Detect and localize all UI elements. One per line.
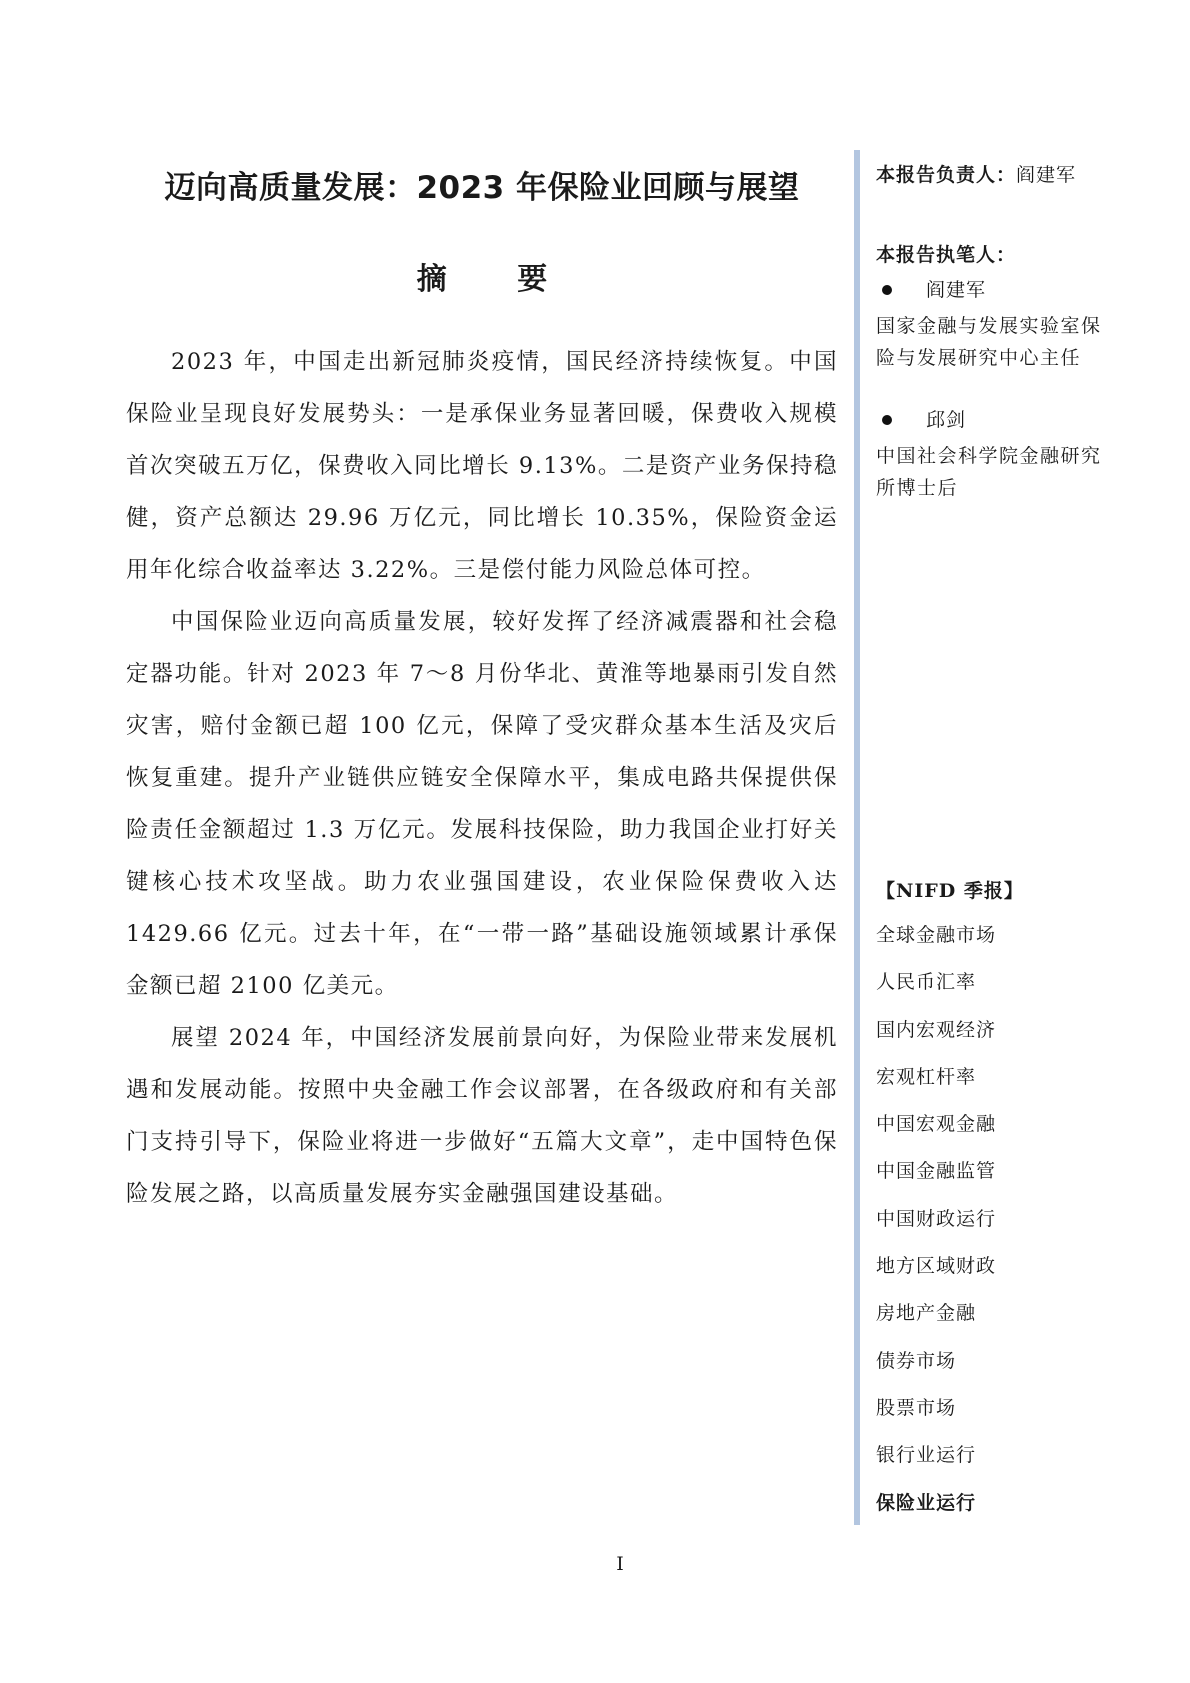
abstract-paragraph-1: 2023 年，中国走出新冠肺炎疫情，国民经济持续恢复。中国保险业呈现良好发展势头：一是承保业务显著回暖，保费收入规模首次突破五万亿，保费收入同比增长 9.13%。二是资产业务保持稳健，资产总额达 29.96 万亿元，同比增长 10.35%，保险资金运用年化综合收益率达 3.22%。三是偿付能力风险总体可控。 xyxy=(126,349,838,584)
sidebar-divider xyxy=(854,150,860,1525)
page-number: I xyxy=(616,1553,624,1575)
series-item[interactable]: 地方区域财政 xyxy=(876,1255,997,1278)
author-item xyxy=(876,405,966,435)
series-item[interactable]: 债券市场 xyxy=(876,1349,957,1372)
series-item[interactable]: 股票市场 xyxy=(876,1396,957,1419)
author-name: 邱剑 xyxy=(926,409,967,431)
series-item[interactable]: 保险业运行 xyxy=(876,1491,977,1514)
abstract-body xyxy=(126,336,838,1220)
responsible-name: 阎建军 xyxy=(1016,164,1077,186)
bullet-icon xyxy=(882,415,892,425)
author-name: 阎建军 xyxy=(926,279,987,301)
writers-label: 本报告执笔人： xyxy=(876,244,1017,266)
abstract-paragraph-2: 中国保险业迈向高质量发展，较好发挥了经济减震器和社会稳定器功能。针对 2023 年 7～8 月份华北、黄淮等地暴雨引发自然灾害，赔付金额已超 100 亿元，保障了受灾群众基本生活及灾后恢复重建。提升产业链供应链安全保障水平，集成电路共保提供保险责任金额超过 1.3 万亿元。发展科技保险，助力我国企业打好关键核心技术攻坚战。助力农业强国建设，农业保险保费收入达 1429.66 亿元。过去十年，在“一带一路”基础设施领域累计承保金额已超 2100 亿美元。 xyxy=(126,609,838,1000)
series-label: 【NIFD 季报】 xyxy=(876,880,1024,902)
abstract-paragraph-3: 展望 2024 年，中国经济发展前景向好，为保险业带来发展机遇和发展动能。按照中央金融工作会议部署，在各级政府和有关部门支持引导下，保险业将进一步做好“五篇大文章”，走中国特色保险发展之路，以高质量发展夯实金融强国建设基础。 xyxy=(126,1025,838,1208)
series-item[interactable]: 人民币汇率 xyxy=(876,971,977,994)
series-item[interactable]: 中国金融监管 xyxy=(876,1160,997,1183)
responsible-person xyxy=(876,160,1076,190)
series-item[interactable]: 全球金融市场 xyxy=(876,924,997,946)
main-column xyxy=(126,150,838,1220)
series-item[interactable]: 宏观杠杆率 xyxy=(876,1065,977,1088)
series-item[interactable]: 国内宏观经济 xyxy=(876,1018,997,1041)
series-item[interactable]: 中国宏观金融 xyxy=(876,1113,997,1136)
series-item[interactable]: 中国财政运行 xyxy=(876,1207,997,1230)
responsible-label: 本报告负责人： xyxy=(876,164,1017,186)
report-title: 迈向高质量发展：2023 年保险业回顾与展望 xyxy=(164,170,800,206)
author-item xyxy=(876,275,986,305)
series-item[interactable]: 银行业运行 xyxy=(876,1444,977,1467)
bullet-icon xyxy=(882,285,892,295)
series-list xyxy=(876,920,996,1535)
series-item[interactable]: 房地产金融 xyxy=(876,1302,977,1325)
abstract-heading: 摘 要 xyxy=(416,262,578,298)
author-affiliation: 国家金融与发展实验室保险与发展研究中心主任 xyxy=(876,315,1102,369)
author-affiliation: 中国社会科学院金融研究所博士后 xyxy=(876,445,1102,499)
